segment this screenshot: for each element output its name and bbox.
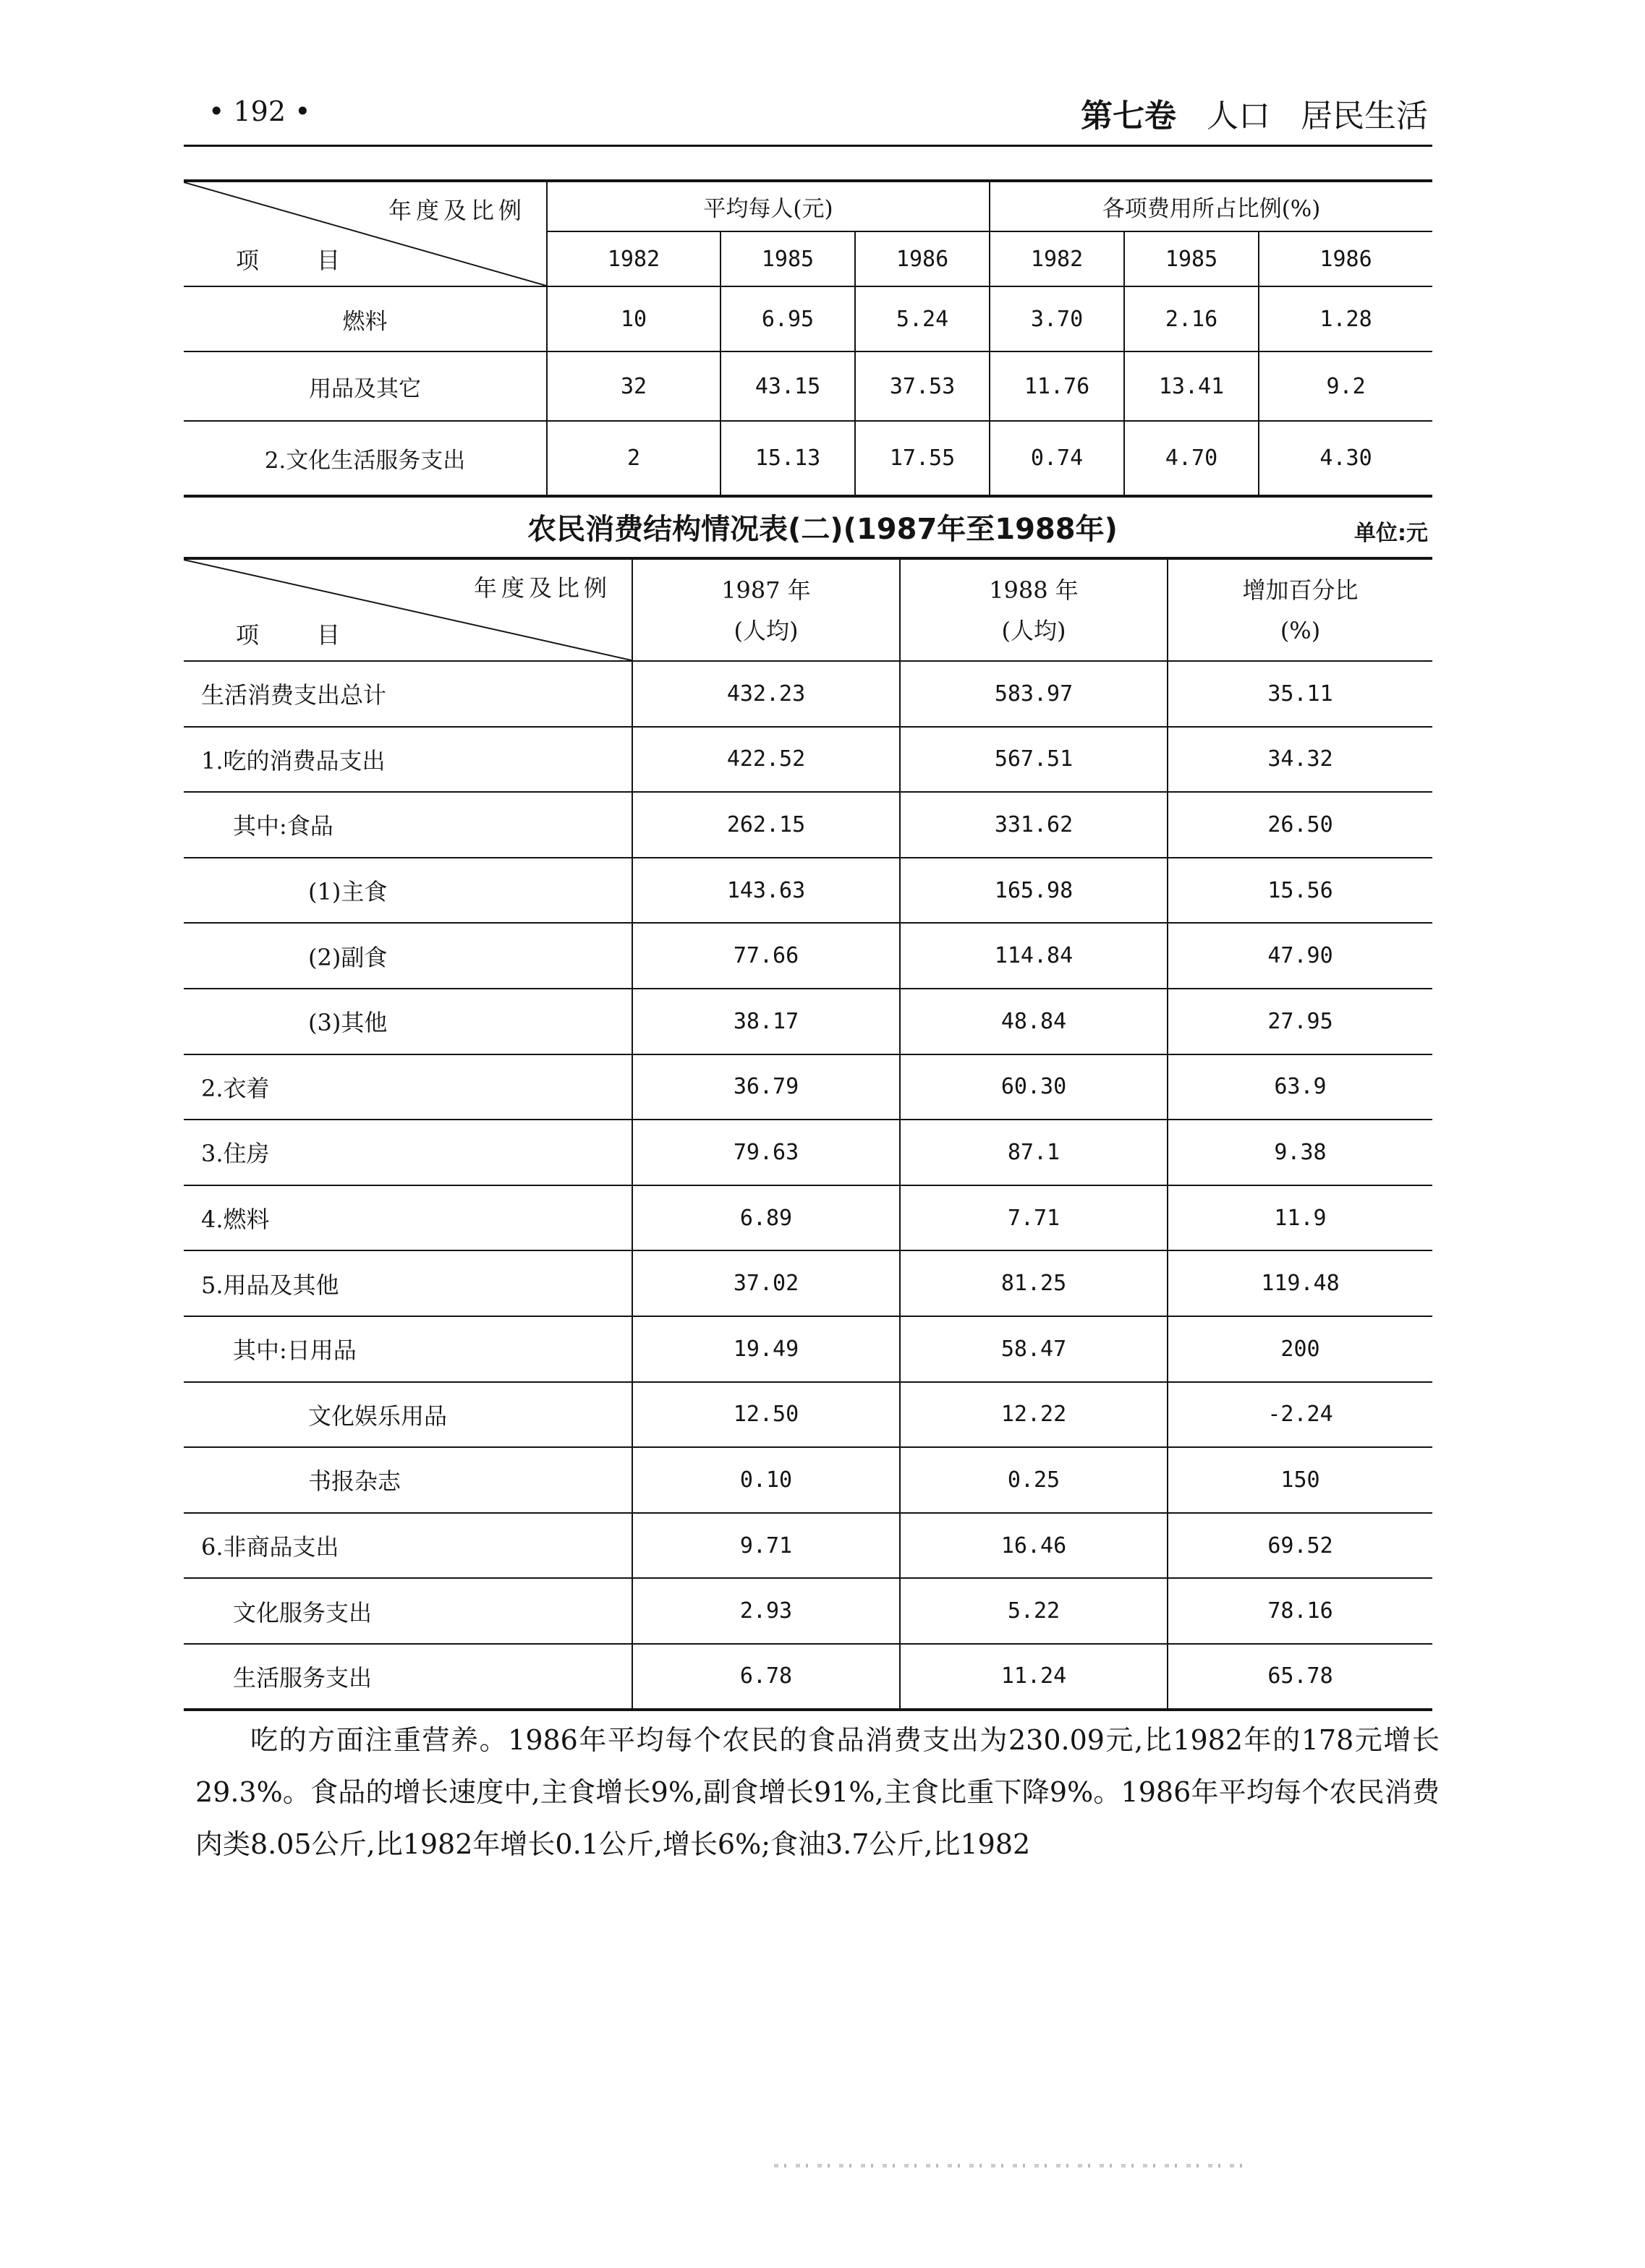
column-header-line2: (人均)	[734, 616, 799, 644]
row-label: 文化服务支出	[184, 1578, 632, 1644]
row-label: 燃料	[184, 286, 547, 351]
header-rule	[184, 145, 1432, 147]
increase-percent: 119.48	[1168, 1250, 1432, 1316]
cell-value: 0.74	[990, 421, 1124, 496]
table2-column-header	[632, 558, 900, 661]
value-1988: 583.97	[900, 661, 1168, 727]
table-row	[184, 1578, 1432, 1644]
row-label: 书报杂志	[184, 1447, 632, 1513]
table-row	[184, 1316, 1432, 1382]
increase-percent: 34.32	[1168, 727, 1432, 793]
row-label: 5.用品及其他	[184, 1250, 632, 1316]
increase-percent: 26.50	[1168, 792, 1432, 858]
row-label: 文化娱乐用品	[184, 1382, 632, 1448]
table1-year-header: 1986	[1259, 231, 1432, 286]
table-row	[184, 923, 1432, 989]
value-1987: 262.15	[632, 792, 900, 858]
table-row	[184, 1447, 1432, 1513]
value-1988: 12.22	[900, 1382, 1168, 1448]
value-1987: 143.63	[632, 858, 900, 924]
value-1987: 38.17	[632, 989, 900, 1054]
increase-percent: 9.38	[1168, 1120, 1432, 1185]
column-header-line1: 1987 年	[721, 576, 811, 604]
table-row	[184, 1644, 1432, 1710]
table1-group-header: 各项费用所占比例(%)	[990, 181, 1432, 231]
row-label: (2)副食	[184, 923, 632, 989]
row-label: 3.住房	[184, 1120, 632, 1185]
volume-label: 第七卷	[1081, 98, 1177, 135]
cell-value: 6.95	[721, 286, 855, 351]
cell-value: 13.41	[1124, 351, 1259, 421]
value-1988: 81.25	[900, 1250, 1168, 1316]
table-row	[184, 351, 1432, 421]
cell-value: 1.28	[1259, 286, 1432, 351]
table-row	[184, 1120, 1432, 1185]
cell-value: 4.70	[1124, 421, 1259, 496]
value-1987: 0.10	[632, 1447, 900, 1513]
value-1987: 36.79	[632, 1054, 900, 1120]
column-header-line2: (%)	[1280, 616, 1321, 644]
row-label: 1.吃的消费品支出	[184, 727, 632, 793]
increase-percent: 27.95	[1168, 989, 1432, 1054]
table2-corner-header	[184, 558, 632, 661]
value-1987: 79.63	[632, 1120, 900, 1185]
increase-percent: 15.56	[1168, 858, 1432, 924]
table1-corner-header	[184, 181, 547, 286]
scan-artifact	[774, 2164, 1244, 2167]
expense-table-2	[184, 557, 1432, 1711]
table-row	[184, 989, 1432, 1054]
value-1987: 6.89	[632, 1185, 900, 1251]
increase-percent: 35.11	[1168, 661, 1432, 727]
table1-group-header: 平均每人(元)	[547, 181, 990, 231]
value-1987: 2.93	[632, 1578, 900, 1644]
chapter-label-1: 人口	[1207, 98, 1271, 135]
increase-percent: 69.52	[1168, 1513, 1432, 1579]
value-1988: 331.62	[900, 792, 1168, 858]
cell-value: 2	[547, 421, 721, 496]
increase-percent: 47.90	[1168, 923, 1432, 989]
value-1988: 567.51	[900, 727, 1168, 793]
running-head	[1081, 90, 1428, 136]
cell-value: 9.2	[1259, 351, 1432, 421]
value-1988: 87.1	[900, 1120, 1168, 1185]
table2-unit: 单位:元	[1354, 521, 1428, 546]
cell-value: 5.24	[855, 286, 990, 351]
row-label: 其中:日用品	[184, 1316, 632, 1382]
value-1988: 165.98	[900, 858, 1168, 924]
increase-percent: 65.78	[1168, 1644, 1432, 1710]
value-1988: 16.46	[900, 1513, 1168, 1579]
table1-year-header: 1985	[721, 231, 855, 286]
value-1988: 11.24	[900, 1644, 1168, 1710]
table2-corner-top: 年度及比例	[473, 574, 611, 602]
table-row	[184, 858, 1432, 924]
cell-value: 2.16	[1124, 286, 1259, 351]
row-label: 用品及其它	[184, 351, 547, 421]
row-label: (1)主食	[184, 858, 632, 924]
column-header-line1: 1988 年	[989, 576, 1079, 604]
chapter-label-2: 居民生活	[1301, 98, 1428, 135]
row-label: 4.燃料	[184, 1185, 632, 1251]
value-1987: 6.78	[632, 1644, 900, 1710]
table2-title: 农民消费结构情况表(二)(1987年至1988年)	[527, 513, 1118, 546]
cell-value: 43.15	[721, 351, 855, 421]
value-1987: 9.71	[632, 1513, 900, 1579]
increase-percent: 200	[1168, 1316, 1432, 1382]
table-row	[184, 792, 1432, 858]
value-1987: 77.66	[632, 923, 900, 989]
cell-value: 15.13	[721, 421, 855, 496]
row-label: (3)其他	[184, 989, 632, 1054]
expense-table-1	[184, 179, 1432, 498]
cell-value: 32	[547, 351, 721, 421]
value-1988: 48.84	[900, 989, 1168, 1054]
table2-corner-bottom: 项目	[236, 621, 399, 649]
value-1987: 12.50	[632, 1382, 900, 1448]
column-header-line1: 增加百分比	[1242, 576, 1359, 604]
table2-column-header	[900, 558, 1168, 661]
row-label: 其中:食品	[184, 792, 632, 858]
table-row	[184, 1054, 1432, 1120]
table1-year-header: 1986	[855, 231, 990, 286]
row-label: 生活消费支出总计	[184, 661, 632, 727]
table2-body	[184, 661, 1432, 1710]
value-1988: 0.25	[900, 1447, 1168, 1513]
cell-value: 11.76	[990, 351, 1124, 421]
table-row	[184, 1185, 1432, 1251]
table1-year-header: 1985	[1124, 231, 1259, 286]
value-1987: 422.52	[632, 727, 900, 793]
table-row	[184, 661, 1432, 727]
paragraph: 吃的方面注重营养。1986年平均每个农民的食品消费支出为230.09元,比1982年的178元增长29.3%。食品的增长速度中,主食增长9%,副食增长91%,主食比重下降9%。1986年平均每个农民消费肉类8.05公斤,比1982年增长0.1公斤,增长6%;食油3.7公斤,比1982	[195, 1724, 1440, 1860]
value-1988: 7.71	[900, 1185, 1168, 1251]
table1-corner-bottom: 项目	[236, 247, 399, 274]
table-row	[184, 286, 1432, 351]
row-label: 生活服务支出	[184, 1644, 632, 1710]
value-1987: 19.49	[632, 1316, 900, 1382]
table-row	[184, 421, 1432, 496]
cell-value: 4.30	[1259, 421, 1432, 496]
increase-percent: 63.9	[1168, 1054, 1432, 1120]
value-1988: 5.22	[900, 1578, 1168, 1644]
value-1987: 37.02	[632, 1250, 900, 1316]
cell-value: 37.53	[855, 351, 990, 421]
value-1987: 432.23	[632, 661, 900, 727]
column-header-line2: (人均)	[1001, 616, 1066, 644]
page-number: • 192 •	[208, 95, 311, 127]
value-1988: 58.47	[900, 1316, 1168, 1382]
table-row	[184, 727, 1432, 793]
table1-year-header: 1982	[990, 231, 1124, 286]
increase-percent: 11.9	[1168, 1185, 1432, 1251]
body-text	[195, 1714, 1440, 1870]
table2-column-header	[1168, 558, 1432, 661]
increase-percent: 150	[1168, 1447, 1432, 1513]
increase-percent: 78.16	[1168, 1578, 1432, 1644]
table1-year-header: 1982	[547, 231, 721, 286]
table-row	[184, 1382, 1432, 1448]
table1-corner-top: 年度及比例	[388, 197, 526, 224]
row-label: 2.文化生活服务支出	[184, 421, 547, 496]
table-row	[184, 1513, 1432, 1579]
cell-value: 3.70	[990, 286, 1124, 351]
table-row	[184, 1250, 1432, 1316]
value-1988: 114.84	[900, 923, 1168, 989]
cell-value: 17.55	[855, 421, 990, 496]
row-label: 2.衣着	[184, 1054, 632, 1120]
row-label: 6.非商品支出	[184, 1513, 632, 1579]
value-1988: 60.30	[900, 1054, 1168, 1120]
increase-percent: -2.24	[1168, 1382, 1432, 1448]
cell-value: 10	[547, 286, 721, 351]
